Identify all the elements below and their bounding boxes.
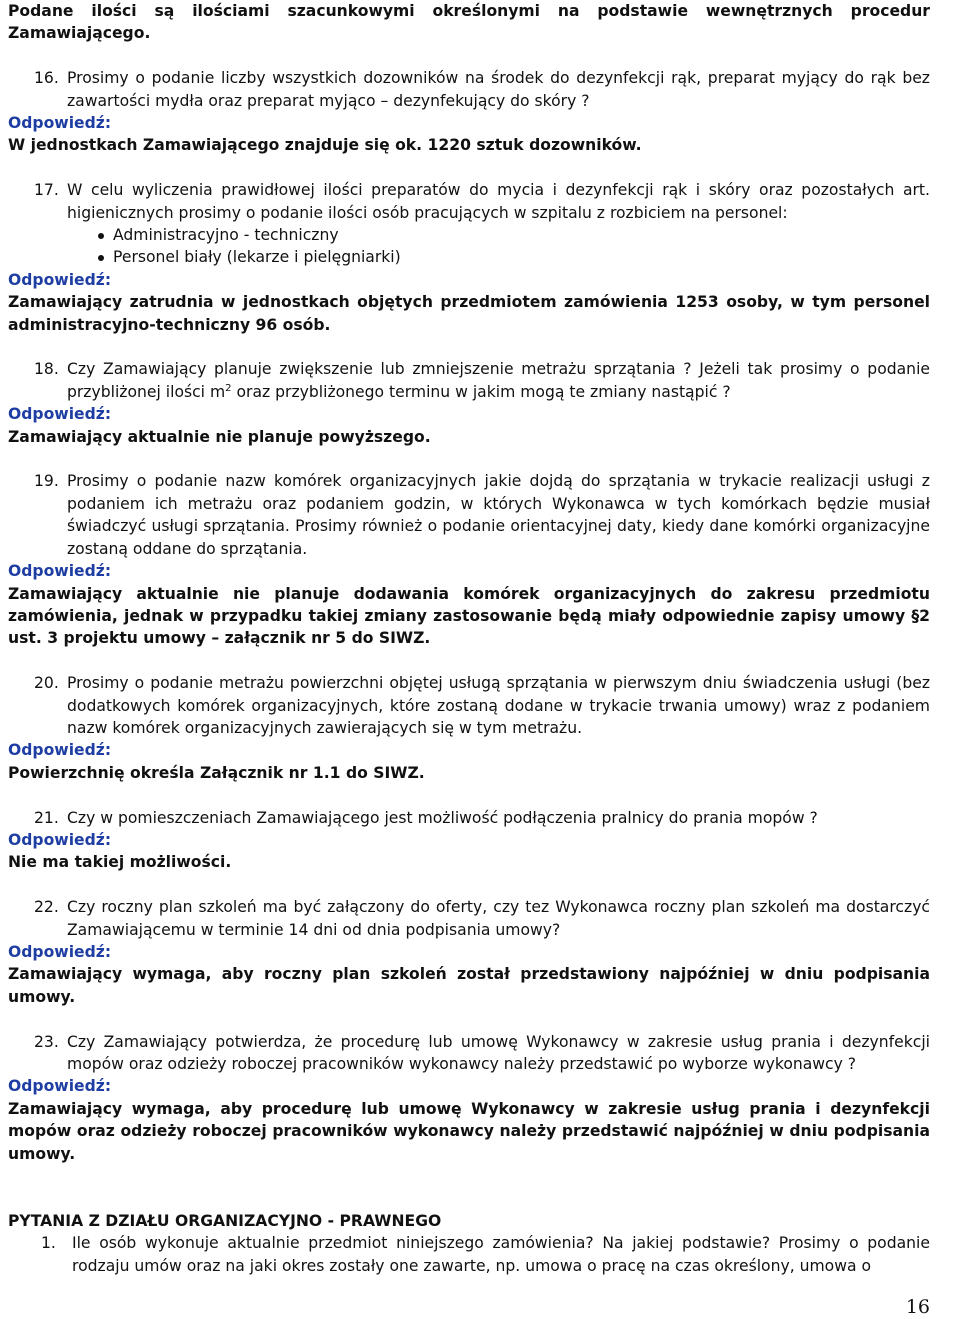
answer-text: Zamawiający aktualnie nie planuje dodawania komórek organizacyjnych do zakresu przedmiotu zamówienia, jednak w przypadku takiej zmiany zastosowanie będą miały odpowiednie zapisy umowy §2 ust. 3 projektu umowy – załącznik nr 5 do SIWZ. xyxy=(8,584,930,648)
question-text: Ile osób wykonuje aktualnie przedmiot niniejszego zamówienia? Na jakiej podstawie? Prosimy o podanie rodzaju umów oraz na jaki okres zostały one zawarte, np. umowa o pracę na czas określony, umowa o xyxy=(72,1234,930,1275)
answer-text: Zamawiający wymaga, aby roczny plan szkoleń został przedstawiony najpóźniej w dniu podpisania umowy. xyxy=(8,965,930,1006)
intro-paragraph: Podane ilości są ilościami szacunkowymi określonymi na podstawie wewnętrznych procedur Zamawiającego. xyxy=(8,2,930,43)
question-21 xyxy=(8,807,930,874)
question-text: Prosimy o podanie metrażu powierzchni objętej usługą sprzątania w pierwszym dniu świadczenia usługi (bez dodatkowych komórek organizacyjnych, które zostaną dodane w trykacie trwania umowy) wraz z podaniem nazw komórek organizacyjnych zawierających się w tym metrażu. xyxy=(67,674,930,737)
list-item: Administracyjno - techniczny xyxy=(96,224,930,246)
question-number: 21. xyxy=(34,808,59,827)
question-number: 1. xyxy=(41,1234,56,1253)
answer-label: Odpowiedź: xyxy=(8,942,112,961)
answer-label: Odpowiedź: xyxy=(8,405,112,424)
question-number: 18. xyxy=(34,360,59,379)
question-number: 20. xyxy=(34,674,59,693)
answer-text: Powierzchnię określa Załącznik nr 1.1 do SIWZ. xyxy=(8,763,425,782)
question-text: Prosimy o podanie nazw komórek organizacyjnych jakie dojdą do sprzątania w trykacie realizacji usługi z podaniem ich metrażu oraz podaniem godzin, w których Wykonawca w tych komórkach będzie musiał świadczyć usługi sprzątania. Prosimy również o podanie orientacyjnej daty, kiedy dane komórki organizacyjne zostaną oddane do sprzątania. xyxy=(67,472,930,558)
answer-label: Odpowiedź: xyxy=(8,114,112,133)
question-18 xyxy=(8,358,930,448)
answer-label: Odpowiedź: xyxy=(8,270,112,289)
section-heading: PYTANIA Z DZIAŁU ORGANIZACYJNO - PRAWNEGO xyxy=(8,1211,442,1230)
list-item: Personel biały (lekarze i pielęgniarki) xyxy=(96,246,930,268)
question-19 xyxy=(8,470,930,649)
question-number: 19. xyxy=(34,472,59,491)
question-text: Czy w pomieszczeniach Zamawiającego jest możliwość podłączenia pralnicy do prania mopów ? xyxy=(67,808,818,827)
question-text-cont: oraz przybliżonego terminu w jakim mogą te zmiany nastąpić ? xyxy=(231,382,731,401)
question-text: Czy Zamawiający potwierdza, że procedurę lub umowę Wykonawcy w zakresie usług prania i dezynfekcji mopów oraz odzieży roboczej pracowników wykonawcy należy przedstawić po wyborze wykonawcy ? xyxy=(67,1032,930,1073)
section-organizational-legal xyxy=(8,1210,930,1277)
answer-text: W jednostkach Zamawiającego znajduje się ok. 1220 sztuk dozowników. xyxy=(8,136,642,155)
answer-text: Zamawiający zatrudnia w jednostkach objętych przedmiotem zamówienia 1253 osoby, w tym personel administracyjno-techniczny 96 osób. xyxy=(8,293,930,334)
question-text: Czy roczny plan szkoleń ma być załączony do oferty, czy tez Wykonawca roczny plan szkoleń ma dostarczyć Zamawiającemu w terminie 14 dni od dnia podpisania umowy? xyxy=(67,898,930,939)
answer-text: Zamawiający aktualnie nie planuje powyższego. xyxy=(8,427,431,446)
question-number: 17. xyxy=(34,181,59,200)
question-text: Prosimy o podanie liczby wszystkich dozowników na środek do dezynfekcji rąk, preparat myjący do rąk bez zawartości mydła oraz preparat myjąco – dezynfekujący do skóry ? xyxy=(67,69,930,110)
question-22 xyxy=(8,896,930,1008)
answer-label: Odpowiedź: xyxy=(8,562,112,581)
answer-label: Odpowiedź: xyxy=(8,1077,112,1096)
page-number: 16 xyxy=(905,1296,930,1318)
document-page xyxy=(8,0,930,1277)
question-16 xyxy=(8,67,930,157)
answer-label: Odpowiedź: xyxy=(8,830,112,849)
question-text: W celu wyliczenia prawidłowej ilości preparatów do mycia i dezynfekcji rąk i skóry oraz pozostałych art. higienicznych prosimy o podanie ilości osób pracujących w szpitalu z rozbiciem na personel: xyxy=(67,181,930,222)
answer-text: Zamawiający wymaga, aby procedurę lub umowę Wykonawcy w zakresie usług prania i dezynfekcji mopów oraz odzieży roboczej pracowników wykonawcy należy przedstawić najpóźniej w dniu podpisania umowy. xyxy=(8,1099,930,1163)
question-number: 22. xyxy=(34,898,59,917)
superscript: 2 xyxy=(225,382,232,394)
question-23 xyxy=(8,1031,930,1165)
answer-text: Nie ma takiej możliwości. xyxy=(8,853,232,872)
question-text: Czy Zamawiający planuje zwiększenie lub zmniejszenie metrażu sprzątania ? Jeżeli tak prosimy o podanie przybliżonej ilości m xyxy=(67,360,930,401)
question-17 xyxy=(8,179,930,336)
question-number: 16. xyxy=(34,69,59,88)
bullet-list xyxy=(8,224,930,269)
question-number: 23. xyxy=(34,1032,59,1051)
answer-label: Odpowiedź: xyxy=(8,741,112,760)
question-20 xyxy=(8,672,930,784)
